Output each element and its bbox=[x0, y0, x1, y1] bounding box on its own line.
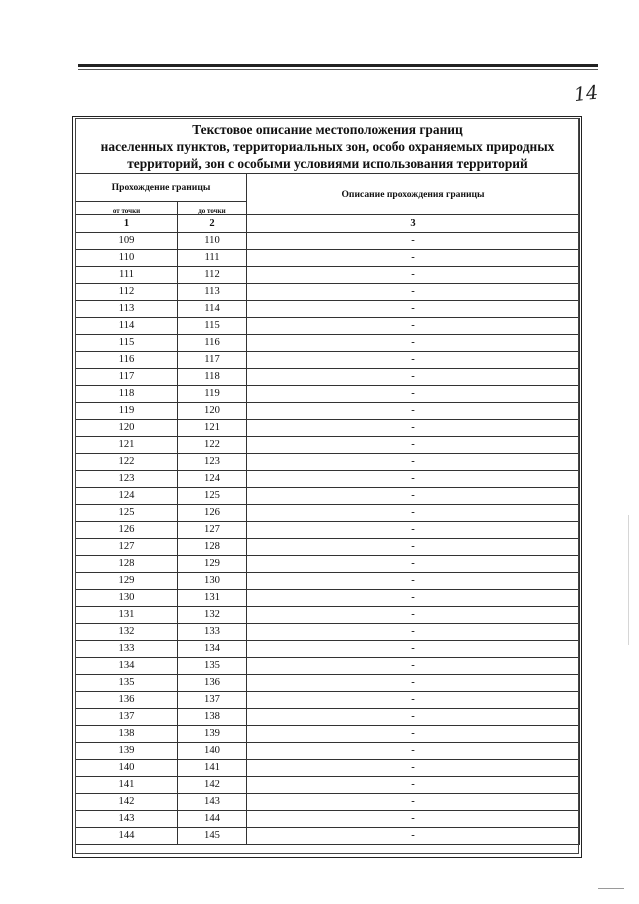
table-row bbox=[76, 369, 580, 386]
table-row bbox=[76, 403, 580, 420]
cell-description: - bbox=[247, 658, 580, 675]
cell-description: - bbox=[247, 420, 580, 437]
table-row bbox=[76, 386, 580, 403]
table-row bbox=[76, 607, 580, 624]
table-row bbox=[76, 267, 580, 284]
cell-to-point: 131 bbox=[178, 590, 247, 607]
cell-description: - bbox=[247, 437, 580, 454]
cell-to-point: 130 bbox=[178, 573, 247, 590]
table-row bbox=[76, 692, 580, 709]
header-description-cell: Описание прохождения границы bbox=[247, 174, 580, 215]
cell-from-point: 117 bbox=[76, 369, 178, 386]
cell-description: - bbox=[247, 284, 580, 301]
scan-speck bbox=[598, 888, 624, 889]
header-group-cell: Прохождение границы bbox=[76, 174, 247, 202]
cell-from-point: 134 bbox=[76, 658, 178, 675]
table-row bbox=[76, 743, 580, 760]
table-row bbox=[76, 352, 580, 369]
table-row bbox=[76, 709, 580, 726]
cell-description: - bbox=[247, 403, 580, 420]
cell-description: - bbox=[247, 488, 580, 505]
cell-description: - bbox=[247, 301, 580, 318]
table-row bbox=[76, 573, 580, 590]
cell-from-point: 124 bbox=[76, 488, 178, 505]
cell-from-point: 132 bbox=[76, 624, 178, 641]
table-row bbox=[76, 828, 580, 845]
cell-to-point: 123 bbox=[178, 454, 247, 471]
cell-description: - bbox=[247, 743, 580, 760]
table-row bbox=[76, 420, 580, 437]
cell-to-point: 140 bbox=[178, 743, 247, 760]
header-row-group bbox=[76, 174, 580, 202]
cell-description: - bbox=[247, 624, 580, 641]
cell-description: - bbox=[247, 811, 580, 828]
cell-description: - bbox=[247, 777, 580, 794]
table-row bbox=[76, 760, 580, 777]
cell-from-point: 143 bbox=[76, 811, 178, 828]
table-row bbox=[76, 488, 580, 505]
cell-description: - bbox=[247, 692, 580, 709]
table-row bbox=[76, 658, 580, 675]
cell-to-point: 113 bbox=[178, 284, 247, 301]
cell-to-point: 141 bbox=[178, 760, 247, 777]
cell-to-point: 115 bbox=[178, 318, 247, 335]
cell-to-point: 138 bbox=[178, 709, 247, 726]
cell-from-point: 121 bbox=[76, 437, 178, 454]
cell-from-point: 122 bbox=[76, 454, 178, 471]
cell-to-point: 136 bbox=[178, 675, 247, 692]
cell-from-point: 144 bbox=[76, 828, 178, 845]
table-row bbox=[76, 539, 580, 556]
table-row bbox=[76, 505, 580, 522]
cell-to-point: 116 bbox=[178, 335, 247, 352]
table-row bbox=[76, 556, 580, 573]
cell-to-point: 133 bbox=[178, 624, 247, 641]
cell-description: - bbox=[247, 556, 580, 573]
cell-description: - bbox=[247, 828, 580, 845]
boundary-table bbox=[75, 118, 580, 845]
cell-from-point: 130 bbox=[76, 590, 178, 607]
cell-to-point: 122 bbox=[178, 437, 247, 454]
cell-to-point: 124 bbox=[178, 471, 247, 488]
cell-from-point: 138 bbox=[76, 726, 178, 743]
column-number-1: 1 bbox=[76, 215, 178, 233]
table-row bbox=[76, 522, 580, 539]
cell-description: - bbox=[247, 471, 580, 488]
cell-from-point: 135 bbox=[76, 675, 178, 692]
table-row bbox=[76, 233, 580, 250]
cell-description: - bbox=[247, 573, 580, 590]
column-number-3: 3 bbox=[247, 215, 580, 233]
cell-description: - bbox=[247, 607, 580, 624]
cell-to-point: 128 bbox=[178, 539, 247, 556]
cell-from-point: 118 bbox=[76, 386, 178, 403]
cell-to-point: 121 bbox=[178, 420, 247, 437]
column-number-row bbox=[76, 215, 580, 233]
cell-description: - bbox=[247, 386, 580, 403]
title-line-1: Текстовое описание местоположения границ bbox=[192, 121, 463, 137]
table-row bbox=[76, 590, 580, 607]
cell-description: - bbox=[247, 318, 580, 335]
cell-from-point: 116 bbox=[76, 352, 178, 369]
table-row bbox=[76, 624, 580, 641]
cell-to-point: 145 bbox=[178, 828, 247, 845]
cell-to-point: 139 bbox=[178, 726, 247, 743]
cell-from-point: 129 bbox=[76, 573, 178, 590]
cell-to-point: 125 bbox=[178, 488, 247, 505]
cell-description: - bbox=[247, 335, 580, 352]
cell-from-point: 141 bbox=[76, 777, 178, 794]
cell-from-point: 139 bbox=[76, 743, 178, 760]
table-row bbox=[76, 675, 580, 692]
cell-to-point: 127 bbox=[178, 522, 247, 539]
cell-description: - bbox=[247, 675, 580, 692]
cell-description: - bbox=[247, 590, 580, 607]
cell-from-point: 110 bbox=[76, 250, 178, 267]
cell-from-point: 133 bbox=[76, 641, 178, 658]
cell-description: - bbox=[247, 267, 580, 284]
cell-description: - bbox=[247, 760, 580, 777]
title-line-2: населенных пунктов, территориальных зон, особо охраняемых природных bbox=[100, 138, 555, 154]
cell-description: - bbox=[247, 505, 580, 522]
cell-description: - bbox=[247, 539, 580, 556]
cell-to-point: 144 bbox=[178, 811, 247, 828]
cell-to-point: 114 bbox=[178, 301, 247, 318]
cell-description: - bbox=[247, 352, 580, 369]
cell-to-point: 134 bbox=[178, 641, 247, 658]
cell-from-point: 136 bbox=[76, 692, 178, 709]
cell-description: - bbox=[247, 369, 580, 386]
cell-description: - bbox=[247, 522, 580, 539]
cell-from-point: 126 bbox=[76, 522, 178, 539]
cell-from-point: 120 bbox=[76, 420, 178, 437]
table-row bbox=[76, 811, 580, 828]
header-to-cell: до точки bbox=[178, 202, 247, 215]
cell-description: - bbox=[247, 726, 580, 743]
cell-to-point: 111 bbox=[178, 250, 247, 267]
cell-from-point: 119 bbox=[76, 403, 178, 420]
cell-to-point: 142 bbox=[178, 777, 247, 794]
cell-from-point: 128 bbox=[76, 556, 178, 573]
table-row bbox=[76, 335, 580, 352]
cell-from-point: 112 bbox=[76, 284, 178, 301]
table-row bbox=[76, 777, 580, 794]
cell-from-point: 125 bbox=[76, 505, 178, 522]
cell-description: - bbox=[247, 233, 580, 250]
top-rule bbox=[78, 64, 598, 67]
cell-description: - bbox=[247, 641, 580, 658]
scan-edge-mark bbox=[628, 515, 629, 645]
cell-from-point: 114 bbox=[76, 318, 178, 335]
table-row bbox=[76, 794, 580, 811]
cell-description: - bbox=[247, 709, 580, 726]
cell-from-point: 137 bbox=[76, 709, 178, 726]
cell-to-point: 117 bbox=[178, 352, 247, 369]
cell-to-point: 110 bbox=[178, 233, 247, 250]
table-title bbox=[76, 119, 580, 174]
cell-from-point: 113 bbox=[76, 301, 178, 318]
table-row bbox=[76, 250, 580, 267]
cell-to-point: 119 bbox=[178, 386, 247, 403]
cell-from-point: 131 bbox=[76, 607, 178, 624]
cell-from-point: 140 bbox=[76, 760, 178, 777]
table-row bbox=[76, 726, 580, 743]
table-title-row bbox=[76, 119, 580, 174]
top-rule-thin bbox=[78, 69, 598, 70]
table-row bbox=[76, 318, 580, 335]
table-row bbox=[76, 437, 580, 454]
cell-from-point: 109 bbox=[76, 233, 178, 250]
cell-from-point: 123 bbox=[76, 471, 178, 488]
table-row bbox=[76, 454, 580, 471]
table-row bbox=[76, 301, 580, 318]
cell-from-point: 142 bbox=[76, 794, 178, 811]
table-row bbox=[76, 641, 580, 658]
cell-description: - bbox=[247, 454, 580, 471]
column-number-2: 2 bbox=[178, 215, 247, 233]
cell-to-point: 135 bbox=[178, 658, 247, 675]
page-number: 14 bbox=[572, 81, 600, 107]
table-row bbox=[76, 471, 580, 488]
cell-to-point: 120 bbox=[178, 403, 247, 420]
cell-to-point: 129 bbox=[178, 556, 247, 573]
cell-from-point: 115 bbox=[76, 335, 178, 352]
cell-to-point: 126 bbox=[178, 505, 247, 522]
cell-to-point: 132 bbox=[178, 607, 247, 624]
cell-from-point: 127 bbox=[76, 539, 178, 556]
cell-description: - bbox=[247, 250, 580, 267]
cell-to-point: 118 bbox=[178, 369, 247, 386]
cell-to-point: 137 bbox=[178, 692, 247, 709]
cell-from-point: 111 bbox=[76, 267, 178, 284]
cell-to-point: 112 bbox=[178, 267, 247, 284]
cell-to-point: 143 bbox=[178, 794, 247, 811]
cell-description: - bbox=[247, 794, 580, 811]
header-from-cell: от точки bbox=[76, 202, 178, 215]
table-row bbox=[76, 284, 580, 301]
title-line-3: территорий, зон с особыми условиями использования территорий bbox=[127, 155, 528, 171]
